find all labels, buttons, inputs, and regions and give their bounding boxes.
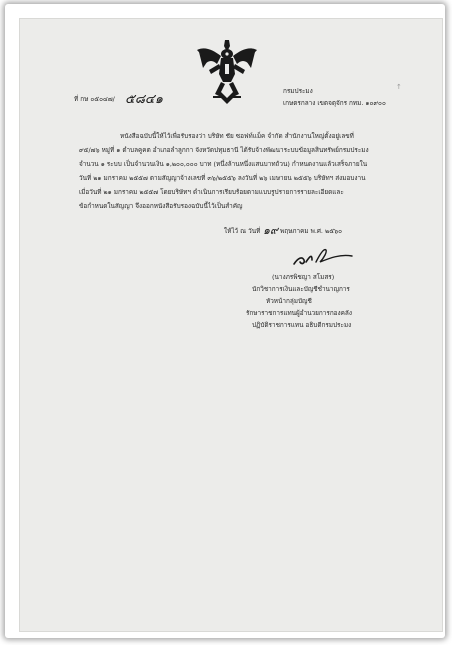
- signer-title: นักวิชาการเงินและบัญชีชำนาญการ: [252, 285, 350, 293]
- signer-title: หัวหน้ากลุ่มบัญชี: [266, 297, 312, 305]
- reference-handwritten: ๕๘๔๑: [125, 92, 163, 107]
- body-line: หนังสือฉบับนี้ให้ไว้เพื่อรับรองว่า บริษัท ชัย ซอฟท์แม็ค จำกัด สำนักงานใหญ่ตั้งอยู่เลขที่: [120, 132, 354, 140]
- date-prefix: ให้ไว้ ณ วันที่: [224, 227, 261, 235]
- body-line: เมื่อวันที่ ๒๑ มกราคม ๒๕๕๗ โดยบริษัทฯ ดำเนินการเรียบร้อยตามแบบรูปรายการรายละเอียดและ: [79, 188, 344, 196]
- margin-mark-icon: ↑: [396, 83, 402, 91]
- garuda-emblem-icon: [195, 38, 259, 106]
- body-line: จำนวน ๑ ระบบ เป็นจำนวนเงิน ๑,๒๐๐,๐๐๐ บาท (หนึ่งล้านหนึ่งแสนบาทถ้วน) กำหนดงานแล้วเสร็จภายใน: [79, 160, 368, 168]
- reference-number: ที่ กษ ๐๕๐๔๗/: [74, 95, 115, 103]
- date-handwritten: ๑๙: [263, 224, 279, 237]
- organization-name: กรมประมง: [283, 87, 313, 95]
- date-suffix: พฤษภาคม พ.ศ. ๒๕๖๐: [280, 227, 342, 235]
- signer-name: (นางภรพิชญา สโมสร): [272, 273, 335, 281]
- organization-address: เกษตรกลาง เขตจตุจักร กทม. ๑๐๙๐๐: [283, 99, 386, 107]
- body-line: วันที่ ๒๑ มกราคม ๒๕๕๗ ตามสัญญาจ้างเลขที่ ๓๖/๒๕๕๖ ลงวันที่ ๒๖ เมษายน ๒๕๕๖ บริษัทฯ ส่งมอบงาน: [79, 174, 366, 182]
- body-line: ๙๕/๗๖ หมู่ที่ ๑ ตำบลคูคต อำเภอลำลูกกา จังหวัดปทุมธานี ได้รับจ้างพัฒนาระบบข้อมูลสินทรัพย์กรมประมง: [79, 146, 369, 154]
- signer-title: รักษาราชการแทนผู้อำนวยการกองคลัง: [246, 309, 352, 317]
- signer-title: ปฏิบัติราชการแทน อธิบดีกรมประมง: [252, 321, 352, 329]
- signature-icon: [290, 244, 356, 270]
- letter-page: [19, 18, 443, 632]
- body-line: ข้อกำหนดในสัญญา จึงออกหนังสือรับรองฉบับนี้ไว้เป็นสำคัญ: [79, 202, 243, 210]
